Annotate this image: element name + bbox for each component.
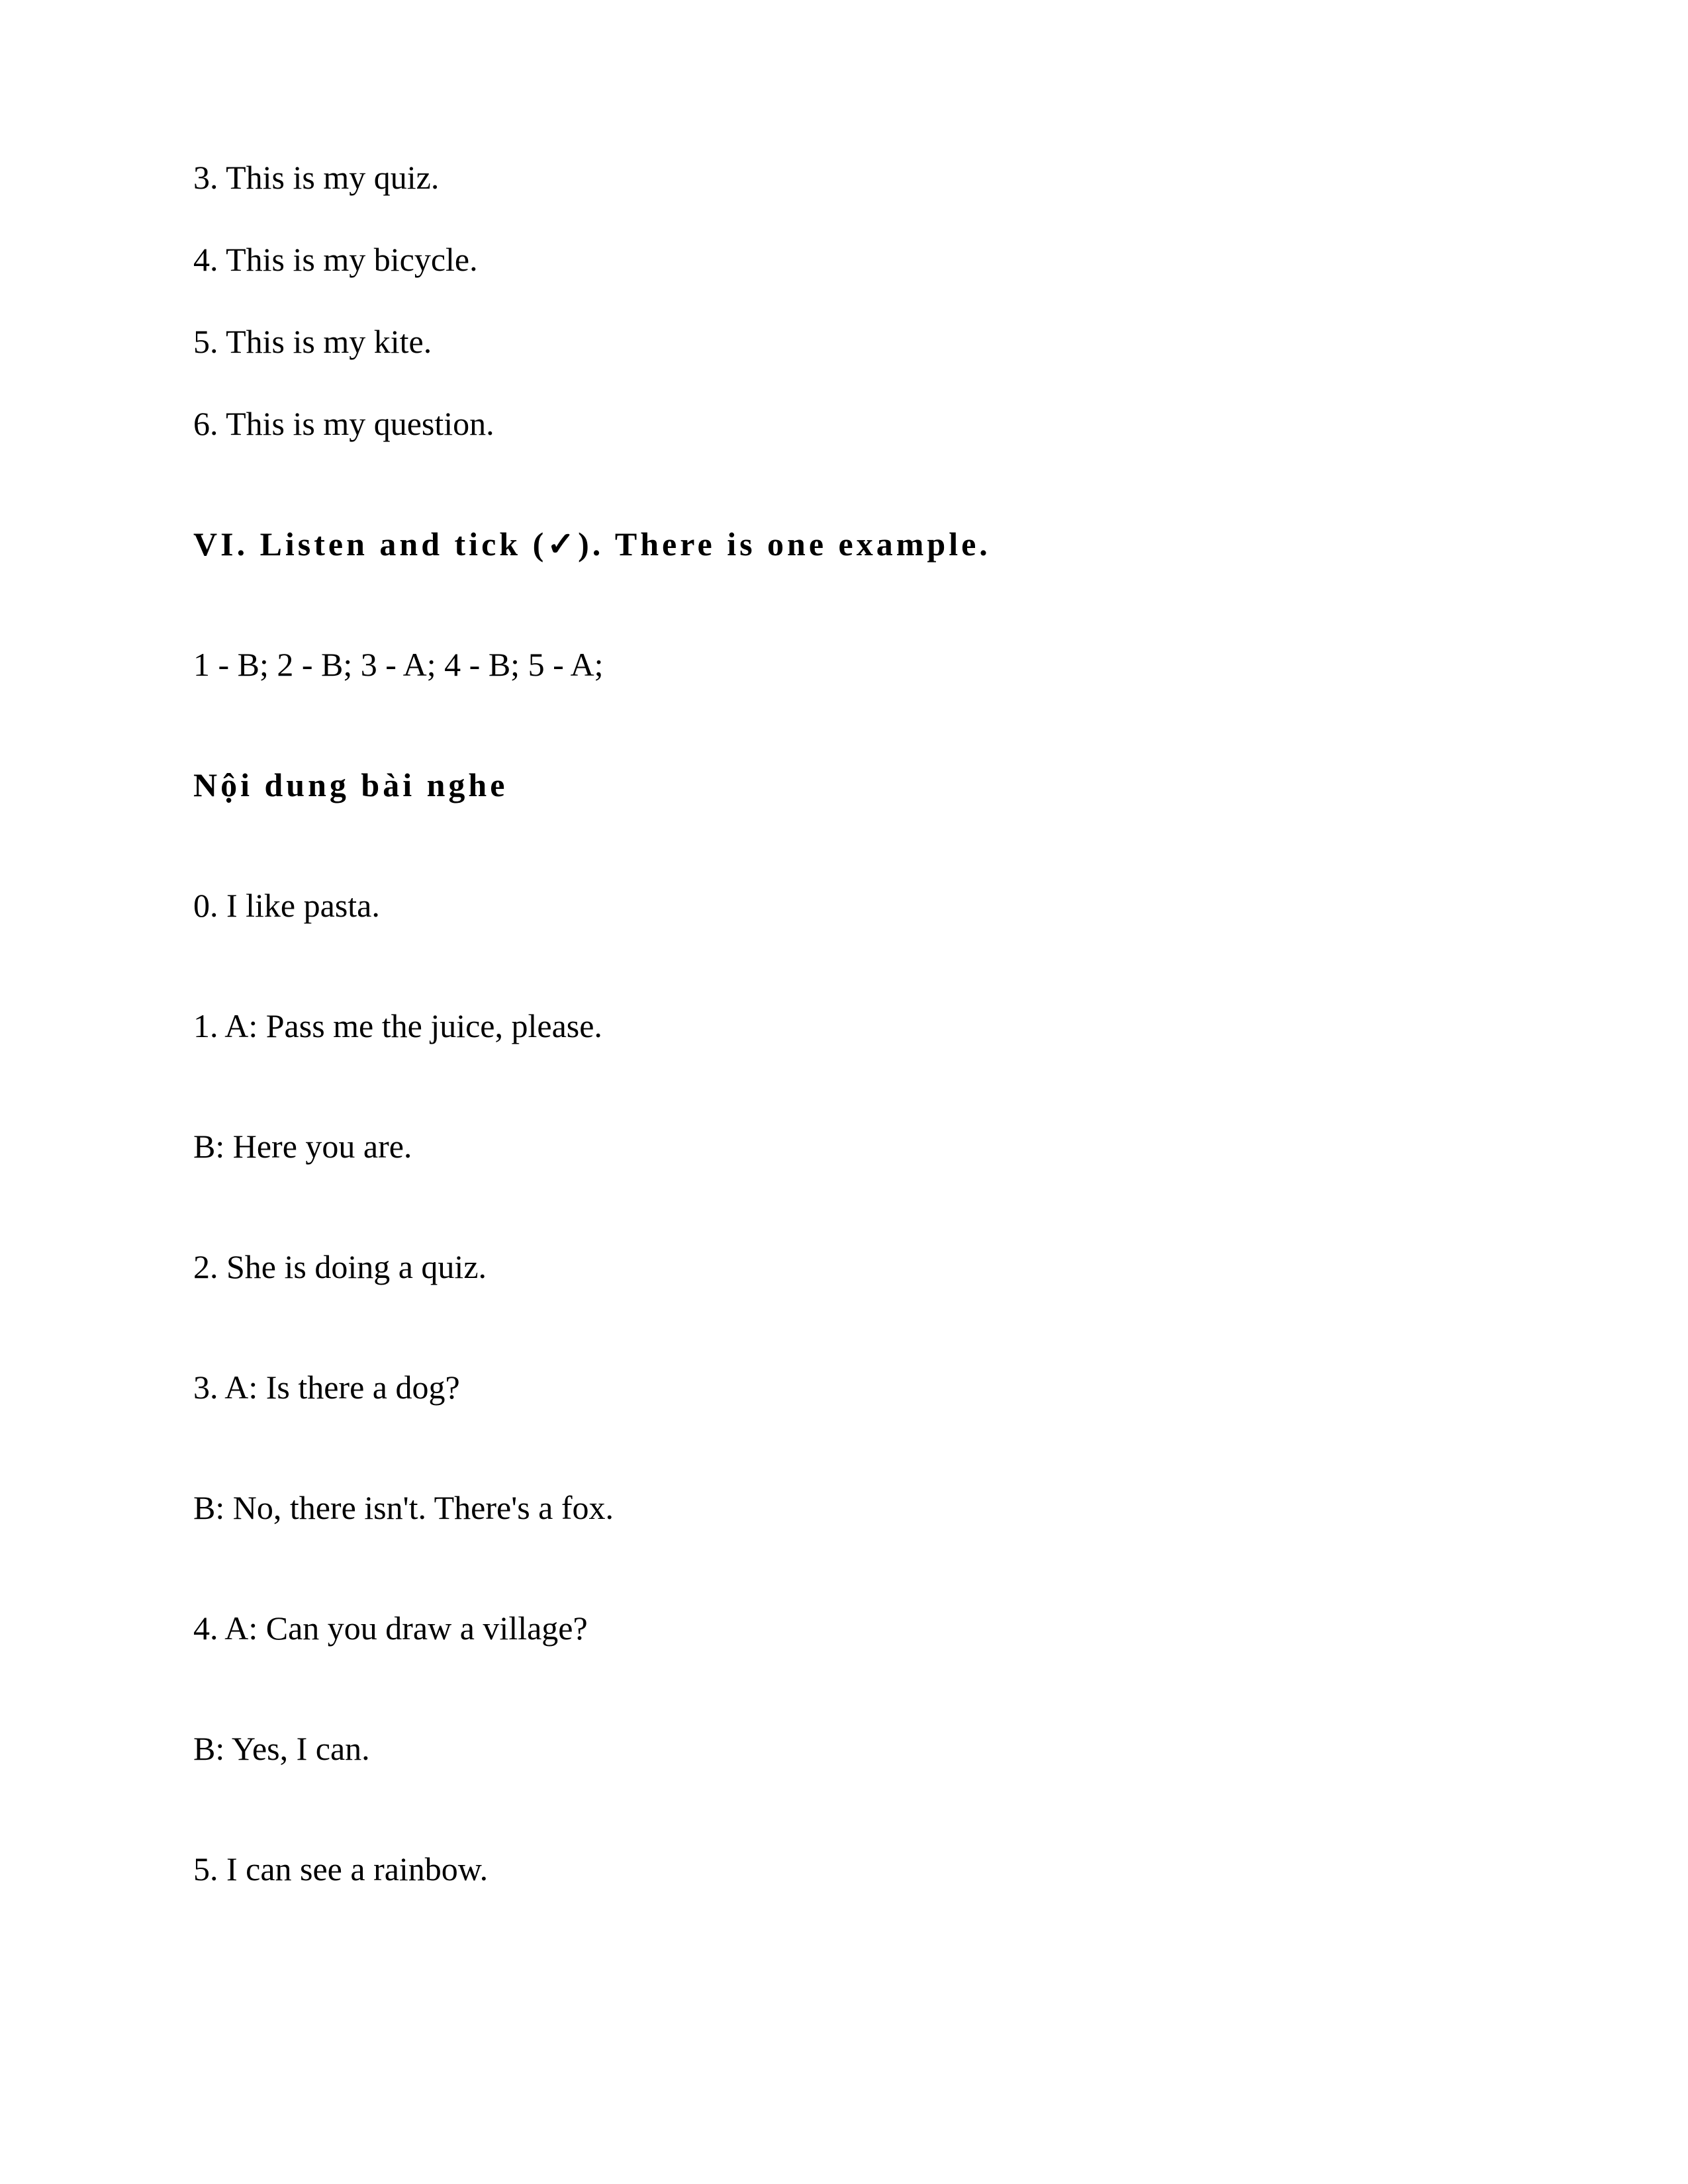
transcript-line: 0. I like pasta. [193, 887, 380, 924]
transcript-heading: Nội dung bài nghe [193, 766, 508, 803]
section-vi-heading: VI. Listen and tick (✓). There is one example. [193, 525, 991, 563]
transcript-line: B: Here you are. [193, 1128, 412, 1165]
transcript-line: 2. She is doing a quiz. [193, 1248, 487, 1285]
sentence-line: 6. This is my question. [193, 405, 494, 442]
sentence-line: 3. This is my quiz. [193, 159, 440, 196]
transcript-line: 3. A: Is there a dog? [193, 1369, 460, 1406]
answer-key: 1 - B; 2 - B; 3 - A; 4 - B; 5 - A; [193, 646, 604, 683]
transcript-line: B: Yes, I can. [193, 1730, 370, 1767]
sentence-line: 5. This is my kite. [193, 323, 432, 360]
transcript-line: 1. A: Pass me the juice, please. [193, 1007, 602, 1044]
transcript-line: 5. I can see a rainbow. [193, 1850, 489, 1888]
transcript-line: B: No, there isn't. There's a fox. [193, 1489, 614, 1526]
sentence-line: 4. This is my bicycle. [193, 241, 478, 278]
transcript-line: 4. A: Can you draw a village? [193, 1610, 588, 1647]
